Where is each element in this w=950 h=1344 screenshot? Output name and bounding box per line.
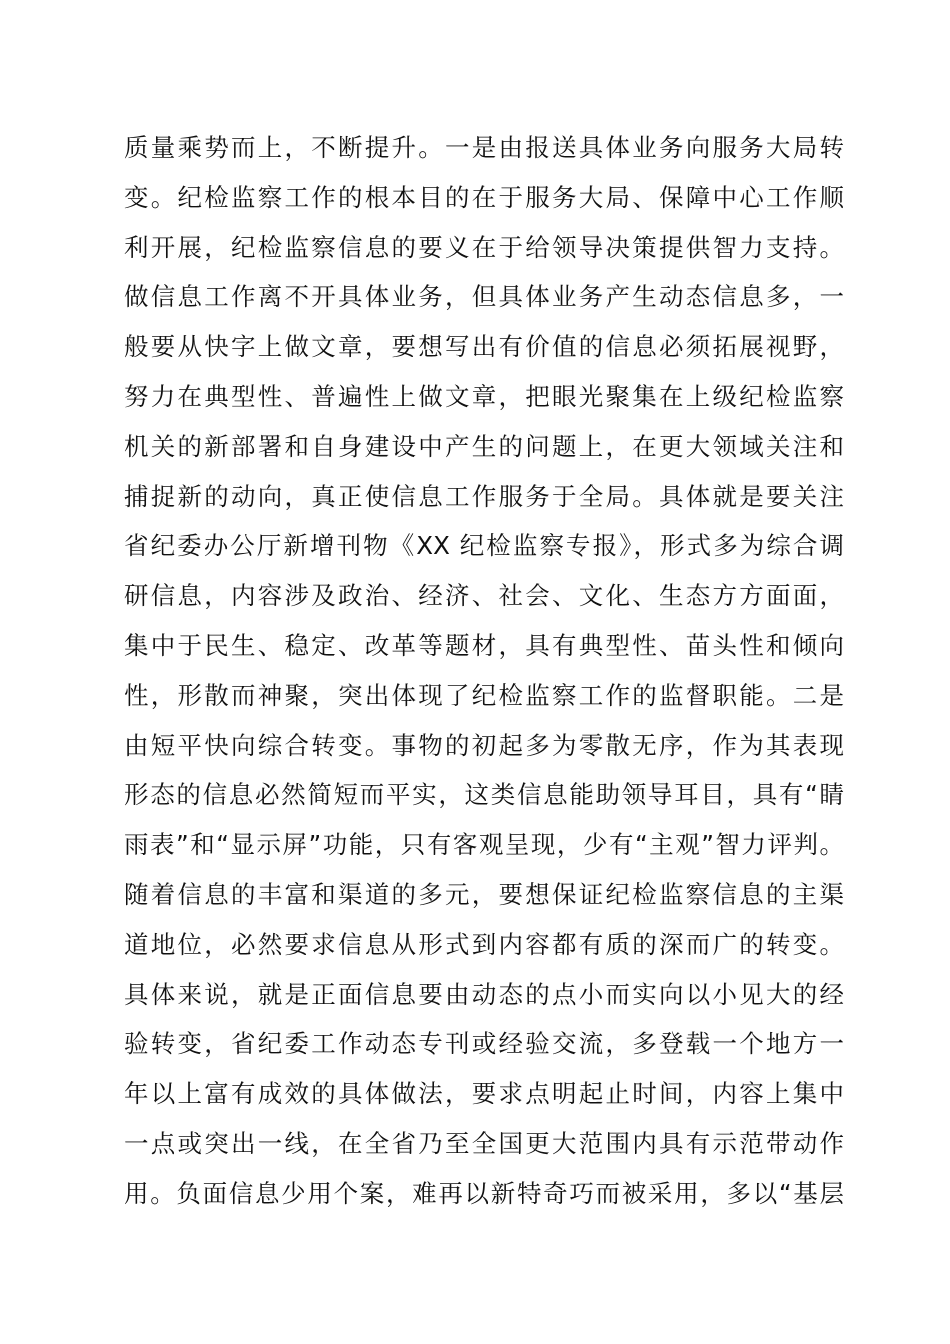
text-line: 随着信息的丰富和渠道的多元，要想保证纪检监察信息的主渠 [124, 879, 844, 909]
text-line: 变。纪检监察工作的根本目的在于服务大局、保障中心工作顺 [124, 182, 844, 212]
text-line: 利开展，纪检监察信息的要义在于给领导决策提供智力支持。 [124, 232, 844, 262]
text-line: 捕捉新的动向，真正使信息工作服务于全局。具体就是要关注 [124, 481, 844, 511]
text-line: 努力在典型性、普遍性上做文章，把眼光聚集在上级纪检监察 [124, 381, 844, 411]
text-line: 般要从快字上做文章，要想写出有价值的信息必须拓展视野， [124, 332, 844, 362]
text-line: 道地位，必然要求信息从形式到内容都有质的深而广的转变。 [124, 929, 844, 959]
text-line: 由短平快向综合转变。事物的初起多为零散无序，作为其表现 [124, 730, 844, 760]
text-line: 验转变，省纪委工作动态专刊或经验交流，多登载一个地方一 [124, 1029, 844, 1059]
text-line: 集中于民生、稳定、改革等题材，具有典型性、苗头性和倾向 [124, 630, 844, 660]
text-line: 机关的新部署和自身建设中产生的问题上，在更大领域关注和 [124, 431, 844, 461]
text-line: 性，形散而神聚，突出体现了纪检监察工作的监督职能。二是 [124, 680, 844, 710]
body-text [124, 123, 844, 1219]
text-line: 用。负面信息少用个案，难再以新特奇巧而被采用，多以“基层 [124, 1178, 844, 1208]
text-line: 年以上富有成效的具体做法，要求点明起止时间，内容上集中 [124, 1079, 844, 1109]
text-line: 形态的信息必然简短而平实，这类信息能助领导耳目，具有“睛 [124, 780, 844, 810]
text-line: 质量乘势而上，不断提升。一是由报送具体业务向服务大局转 [124, 133, 844, 162]
text-line: 具体来说，就是正面信息要由动态的点小而实向以小见大的经 [124, 979, 844, 1009]
text-line: 省纪委办公厅新增刊物《XX 纪检监察专报》，形式多为综合调 [124, 531, 844, 561]
text-line: 研信息，内容涉及政治、经济、社会、文化、生态方方面面， [124, 581, 844, 611]
text-line: 雨表”和“显示屏”功能，只有客观呈现，少有“主观”智力评判。 [124, 830, 844, 860]
text-line: 做信息工作离不开具体业务，但具体业务产生动态信息多，一 [124, 282, 844, 312]
text-line: 一点或突出一线，在全省乃至全国更大范围内具有示范带动作 [124, 1128, 844, 1158]
